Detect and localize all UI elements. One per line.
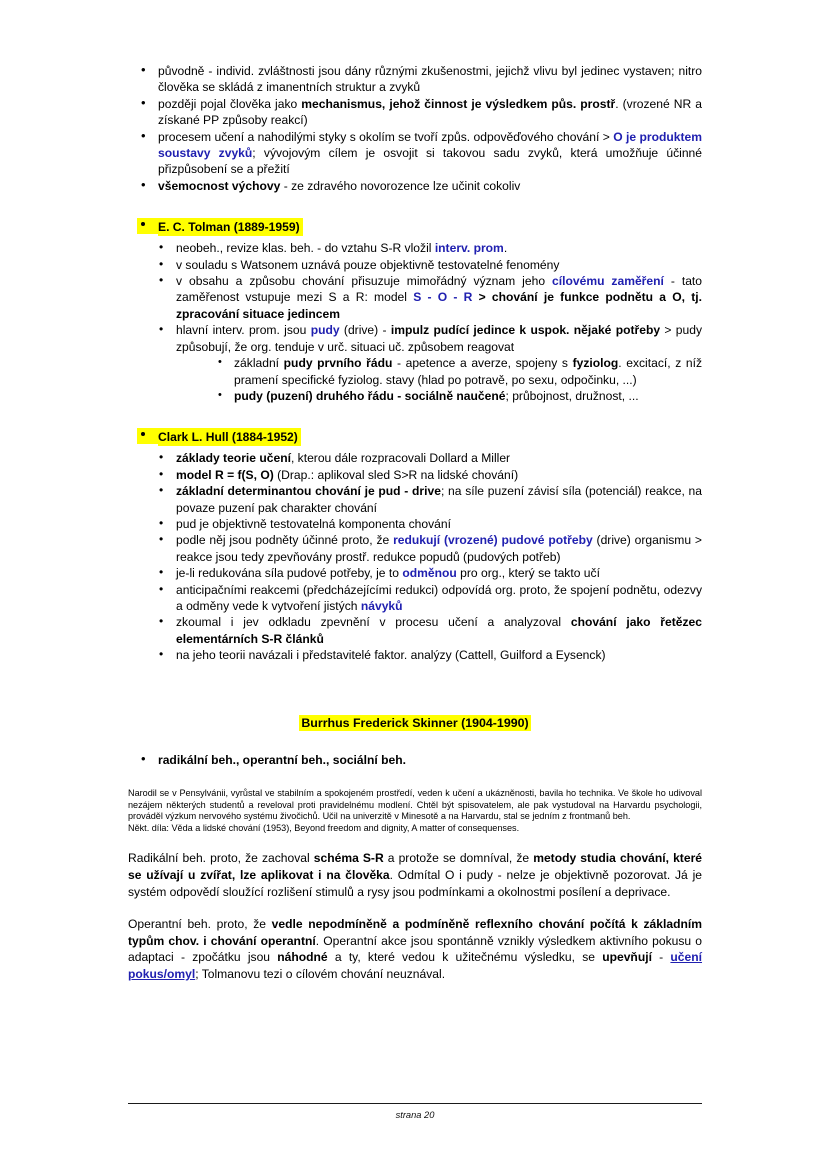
bullet-text-bold: impulz pudící jedince k uspok. nějaké potřeby	[390, 323, 661, 338]
para-text: Operantní beh. proto, že	[128, 917, 272, 932]
bullet-text: pro org., který se takto učí	[456, 566, 600, 581]
skinner-title-text: Burrhus Frederick Skinner (1904-1990)	[301, 715, 529, 730]
bullet-text: - tato zaměřenost vstupuje mezi S a R: model	[176, 274, 703, 305]
footer-page-number: strana 20	[395, 1110, 435, 1120]
list-item	[206, 355, 702, 388]
skinner-biography: Narodil se v Pensylvánii, vyrůstal ve stabilním a spokojeném prostředí, veden k učení a ukázněnosti, bavila ho technika. Ve škole ho udivoval nezájem některých studentů a reveloval proti pravidelnému modlení. Chtěl být spisovatelem, ale pak vystudoval na Harvardu psychologii, prováděl výzkum nervového systému živočichů. Učil na univerzitě v Minesotě a na Harvardu, stal se jedním z frontmanů beh.	[128, 788, 702, 822]
bullet-text: v souladu s Watsonem uznává pouze objektivně testovatelné fenomény	[176, 257, 560, 272]
list-item	[146, 582, 702, 615]
spacer	[128, 834, 702, 850]
bullet-text-bold: radikální beh., operantní beh., sociální beh.	[158, 752, 406, 767]
bullet-text: (drive) organismu > reakce jsou tedy zpevňovány prostř. redukce popudů (pudových potřeb)	[176, 533, 702, 564]
para-text: ; Tolmanovu tezi o cílovém chování neuznával.	[195, 966, 446, 981]
bullet-text-bold: mechanismus, jehož činnost je výsledkem půs. prostř	[301, 96, 616, 111]
bullet-text-accent: interv. prom	[434, 241, 504, 256]
spacer	[128, 900, 702, 916]
bullet-text: podle něj jsou podněty účinné proto, že	[176, 533, 394, 548]
bullet-text-accent: cílovému zaměření	[552, 274, 664, 289]
bullet-text-bold: pudy (puzení) druhého řádu - sociálně naučené	[234, 388, 506, 403]
list-item	[146, 322, 702, 404]
skinner-works: Někt. díla: Věda a lidské chování (1953), Beyond freedom and dignity, A matter of consequenses.	[128, 822, 520, 833]
bullet-text: , kterou dále rozpracovali Dollard a Miller	[290, 451, 511, 466]
spacer	[128, 664, 702, 714]
hull-bullet-list	[146, 450, 702, 663]
bullet-text-accent: pudy	[310, 323, 340, 338]
skinner-title	[128, 714, 702, 732]
bullet-text: . (vrozené NR a získané PP způsoby reakcí)	[158, 96, 702, 128]
bullet-text: (drive) -	[339, 323, 391, 338]
para-text: a protože se domníval, že	[383, 851, 534, 866]
list-item	[128, 752, 702, 768]
list-item	[146, 257, 702, 273]
para-text-bold: metody studia chování, které se užívají u zvířat, lze aplikovat i na člověka	[128, 851, 702, 882]
bullet-text-bold: základy teorie učení	[176, 451, 291, 466]
bullet-text: . excitací, z níž pramení specifické fyziolog. stavy (hlad po potravě, po sexu, odpočinku, ...)	[234, 356, 702, 387]
page-content	[128, 63, 702, 983]
list-item	[128, 178, 702, 194]
bullet-text: ; průbojnost, družnost, ...	[505, 388, 639, 403]
bullet-text: > pudy způsobují, že org. tenduje v urč. situaci uč. způsobem reagovat	[176, 323, 703, 354]
bullet-text: v obsahu a způsobu chování přisuzuje mimořádný význam jeho	[176, 274, 553, 289]
list-item	[146, 614, 702, 647]
bullet-text: - apetence a averze, spojeny s	[392, 356, 573, 371]
bullet-text-bold: pudy prvního řádu	[283, 356, 393, 371]
bullet-text: hlavní interv. prom. jsou	[176, 323, 311, 338]
bullet-text: původně - individ. zvláštnosti jsou dány různými zkušenostmi, jejichž vlivu byl jedinec vystaven; nitro člověka se skládá z imanentních struktur a zvyků	[158, 64, 702, 95]
bullet-text: anticipačními reakcemi (předcházejícími redukci) odpovídá org. proto, že spojení podnětu, odezvy a odměny vede k vytvoření jistých	[176, 582, 702, 613]
para-text-accent-underline: učení pokus/omyl	[128, 950, 703, 981]
bullet-text: .	[503, 241, 508, 256]
bullet-text: zkoumal i jev odkladu zpevnění v procesu učení a analyzoval	[176, 615, 571, 630]
skinner-paragraph-radical	[128, 850, 702, 900]
spacer	[128, 194, 702, 218]
bullet-text-bold: model R = f(S, O)	[176, 467, 274, 482]
bullet-text-bold: chování jako řetězec elementárních S-R článků	[176, 615, 702, 646]
bullet-text: pud je objektivně testovatelná komponenta chování	[176, 516, 451, 531]
para-text-bold: schéma S-R	[313, 851, 384, 866]
watson-bullet-list	[128, 63, 702, 194]
para-text: a ty, které vedou k užitečnému výsledku, se	[327, 950, 603, 965]
bullet-text: na jeho teorii navázali i představitelé faktor. analýzy (Cattell, Guilford a Eysenck)	[176, 648, 606, 663]
list-item	[146, 647, 702, 663]
section-heading-tolman	[128, 218, 702, 236]
list-item	[146, 467, 702, 483]
list-item	[206, 388, 702, 404]
bullet-dot-icon	[141, 222, 145, 226]
spacer	[128, 768, 702, 788]
para-text-bold: vedle nepodmíněně a podmíněně reflexního chování počítá k základním typům chov. i chování operantní	[128, 917, 702, 948]
bullet-text: ; na síle puzení závisí síla (potenciál) reakce, na povaze puzení pak charakter chování	[176, 484, 703, 515]
bullet-text-accent: odměnou	[402, 566, 457, 581]
section-heading-hull	[128, 428, 702, 446]
skinner-lead-list	[128, 752, 702, 768]
para-text: . Odmítal O i pudy - nelze je objektivně pozorovat. Já je systém odpovědí sloužící rozlišení stimulů a rysy jsou podmínkami a okolnostmi posílení a deprivace.	[128, 867, 702, 899]
bullet-text-bold: chování je funkce podnětu a O, tj. zpracování situace jedincem	[176, 290, 702, 321]
list-item	[146, 516, 702, 532]
bullet-text-bold: všemocnost výchovy	[158, 178, 281, 193]
bullet-text: neobeh., revize klas. beh. - do vztahu S-R vložil	[176, 241, 435, 256]
bullet-text: procesem učení a nahodilými styky s okolím se tvoří způs. odpověďového chování >	[158, 129, 614, 144]
tolman-sub-bullet-list	[206, 355, 702, 404]
document-page	[128, 0, 702, 1170]
list-item	[146, 450, 702, 466]
skinner-paragraph-operant	[128, 916, 702, 982]
bullet-text: je-li redukována síla pudové potřeby, je to	[176, 566, 403, 581]
para-text-bold: náhodné	[277, 950, 328, 965]
bullet-text: (Drap.: aplikoval sled S>R na lidské chování)	[273, 467, 519, 482]
footer-divider	[128, 1103, 702, 1104]
tolman-bullet-list	[146, 240, 702, 404]
bullet-text-accent: S - O - R	[413, 290, 473, 305]
bullet-text: později pojal člověka jako	[158, 96, 302, 111]
para-text: -	[651, 950, 671, 965]
list-item	[146, 532, 702, 565]
para-text-bold: upevňují	[602, 950, 652, 965]
section-heading-text: Clark L. Hull (1884-1952)	[158, 428, 301, 446]
section-heading-text: E. C. Tolman (1889-1959)	[158, 218, 303, 236]
bullet-text-accent: návyků	[360, 598, 403, 613]
bullet-text-accent: O je produktem soustavy zvyků	[158, 129, 702, 161]
para-text: Radikální beh. proto, že zachoval	[128, 851, 314, 866]
bullet-text: - ze zdravého novorozence lze učinit cokoliv	[280, 178, 521, 193]
list-item	[146, 565, 702, 581]
bullet-text: ; vývojovým cílem je osvojit si takovou sadu zvyků, která umožňuje účinné přizpůsobení se a přežití	[158, 146, 702, 177]
list-item	[128, 129, 702, 178]
list-item	[128, 96, 702, 129]
list-item	[146, 273, 702, 322]
bullet-text-bold: základní determinantou chování je pud - drive	[176, 484, 441, 499]
bullet-text-accent: redukují (vrozené) pudové potřeby	[393, 533, 593, 548]
spacer	[128, 404, 702, 428]
spacer	[128, 732, 702, 752]
list-item	[146, 240, 702, 256]
bullet-text-bold: >	[472, 290, 492, 305]
bullet-text: základní	[234, 356, 284, 371]
bullet-dot-icon	[141, 432, 145, 436]
list-item	[146, 483, 702, 516]
list-item	[128, 63, 702, 96]
para-text: . Operantní akce jsou spontánně vznikly výsledkem aktivního pokusu o adaptaci - zpočátku jsou	[128, 933, 702, 965]
bullet-text-bold: fyziolog	[572, 356, 619, 371]
